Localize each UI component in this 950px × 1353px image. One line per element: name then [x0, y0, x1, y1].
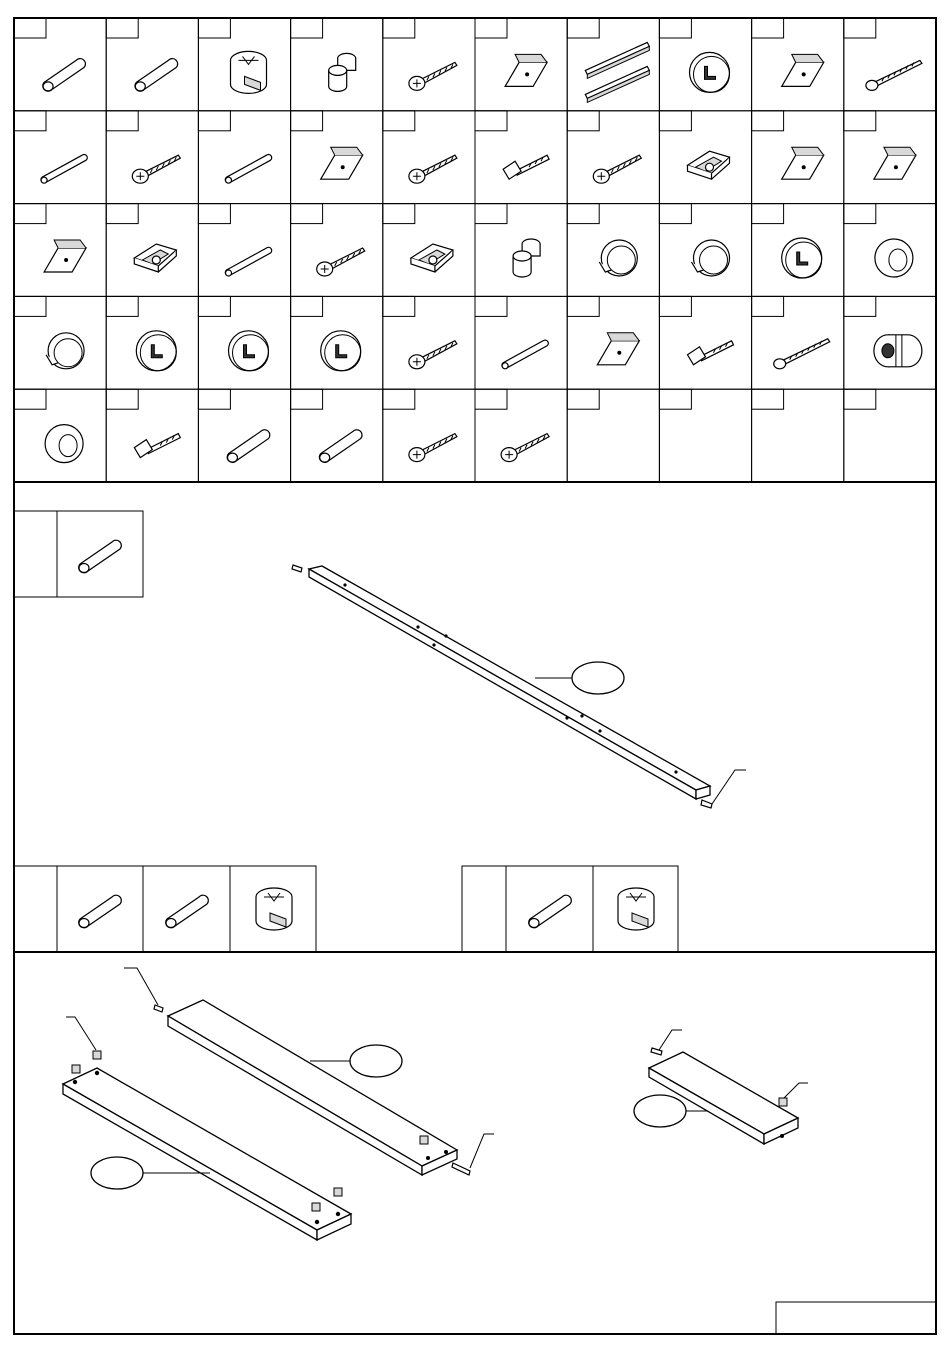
handle-icon — [225, 247, 271, 276]
long-screw-icon — [866, 60, 922, 90]
page-number-box — [776, 1302, 936, 1334]
cover-cap-icon — [782, 238, 822, 278]
hardware-cell — [106, 204, 198, 297]
part-number-tab — [106, 204, 138, 224]
part-number-tab — [383, 18, 415, 38]
part-number-tab — [475, 111, 507, 131]
cam-bolt-icon — [513, 239, 540, 277]
hardware-cell — [475, 111, 567, 204]
part-number-tab — [106, 296, 138, 316]
countersunk-screw-icon — [690, 52, 730, 92]
part-number-tab — [291, 111, 323, 131]
drawer-rail-icon — [585, 42, 649, 102]
part-number-tab — [659, 18, 691, 38]
screw-icon — [409, 341, 457, 369]
nail-icon — [225, 154, 271, 183]
part-leader-line — [712, 770, 746, 804]
dowel-pin — [701, 800, 712, 808]
part-number-tab — [106, 111, 138, 131]
cam-lock-icon — [231, 51, 267, 93]
part-number-tab — [291, 18, 323, 38]
hardware-cell — [475, 296, 567, 389]
part-number-tab — [198, 18, 230, 38]
hinge-plate-icon — [505, 54, 547, 86]
part-number-tab — [752, 389, 784, 409]
hardware-cell — [567, 389, 659, 482]
hardware-cell — [291, 18, 383, 111]
shelf-clip-icon — [688, 151, 730, 179]
part-number-tab — [198, 296, 230, 316]
part-number-tab — [106, 18, 138, 38]
hardware-parts-grid — [14, 18, 936, 482]
screw-icon — [593, 155, 641, 183]
screw-icon — [317, 248, 365, 276]
shelf-support-icon — [692, 240, 730, 276]
cover-cap-icon — [321, 331, 361, 371]
part-number-tab — [14, 111, 46, 131]
part-number-tab — [752, 18, 784, 38]
part-number-tab — [106, 389, 138, 409]
part-number-tab — [291, 389, 323, 409]
bracket-icon — [782, 147, 824, 179]
hardware-cell — [383, 296, 475, 389]
part-number-tab — [567, 111, 599, 131]
hardware-cell — [383, 111, 475, 204]
screw-icon — [409, 155, 457, 183]
hardware-cell — [475, 204, 567, 297]
bolt-nut-icon — [503, 155, 549, 179]
part-number-tab — [659, 204, 691, 224]
screw-icon — [132, 155, 180, 183]
hardware-cell — [475, 18, 567, 111]
hardware-cell — [567, 296, 659, 389]
hardware-cell — [14, 389, 106, 482]
hardware-cell — [659, 389, 751, 482]
part-number-bubble — [91, 1157, 143, 1189]
part-number-tab — [198, 389, 230, 409]
dowel-icon — [43, 59, 86, 92]
part-number-tab — [291, 296, 323, 316]
dowel-icon — [319, 430, 362, 463]
hardware-cell — [567, 111, 659, 204]
angle-bracket-icon — [874, 147, 916, 179]
part-number-tab — [752, 111, 784, 131]
corner-plate-icon — [321, 147, 363, 179]
hardware-cell — [659, 296, 751, 389]
hardware-cell — [198, 111, 290, 204]
dowel-icon — [529, 895, 572, 928]
part-number-tab — [567, 296, 599, 316]
long-screw-icon — [774, 339, 830, 369]
part-number-tab — [475, 204, 507, 224]
hardware-cell — [844, 389, 936, 482]
hardware-cell — [752, 111, 844, 204]
hardware-cell — [291, 204, 383, 297]
hardware-cell — [844, 296, 936, 389]
hardware-cell — [106, 296, 198, 389]
dowel-icon — [135, 59, 178, 92]
washer-knob-icon — [45, 425, 83, 463]
hardware-cell — [14, 18, 106, 111]
hardware-cell — [383, 18, 475, 111]
hardware-cell — [752, 204, 844, 297]
part-number-tab — [14, 389, 46, 409]
part-number-tab — [475, 296, 507, 316]
step-1 — [14, 482, 936, 808]
connector-bolt-icon — [41, 154, 87, 183]
rod-icon — [502, 340, 548, 369]
part-number-tab — [659, 389, 691, 409]
wall-plug-icon — [409, 62, 457, 90]
hardware-cell — [106, 111, 198, 204]
part-number-tab — [383, 204, 415, 224]
hardware-cell — [291, 389, 383, 482]
part-number-tab — [14, 204, 46, 224]
hardware-cell — [752, 18, 844, 111]
dowel-icon — [166, 895, 209, 928]
part-number-tab — [383, 389, 415, 409]
part-number-tab — [844, 389, 876, 409]
step-2 — [14, 866, 936, 1334]
hardware-cell — [567, 204, 659, 297]
screw-icon — [501, 434, 549, 462]
part-number-tab — [383, 111, 415, 131]
dowel-icon — [227, 430, 270, 463]
corner-bracket-icon — [597, 333, 639, 365]
hardware-cell — [475, 389, 567, 482]
hinge-icon — [411, 244, 453, 272]
part-number-tab — [659, 296, 691, 316]
part-number-tab — [844, 18, 876, 38]
cover-cap-icon — [136, 331, 176, 371]
screw-icon — [409, 434, 457, 462]
hardware-cell — [844, 111, 936, 204]
hardware-cell — [659, 204, 751, 297]
knob-icon — [46, 333, 84, 369]
long-rail-board — [292, 565, 712, 808]
dowel-icon — [79, 895, 122, 928]
hardware-cell — [198, 389, 290, 482]
hardware-cell — [198, 18, 290, 111]
dowel-pin — [292, 565, 302, 572]
knob-icon — [599, 240, 637, 276]
hardware-cell — [752, 389, 844, 482]
part-number-tab — [475, 18, 507, 38]
part-number-tab — [291, 204, 323, 224]
cam-lock-icon — [256, 888, 292, 930]
part-number-bubble — [350, 1045, 402, 1077]
part-number-tab — [198, 204, 230, 224]
hardware-cell — [14, 204, 106, 297]
cover-cap-icon — [229, 331, 269, 371]
washer-icon — [875, 239, 913, 277]
part-number-tab — [14, 296, 46, 316]
hardware-cell — [844, 204, 936, 297]
step-2-parts-box-right — [462, 866, 678, 952]
cam-lock-icon — [618, 888, 654, 930]
step-2-parts-box-left — [14, 866, 316, 952]
hinge-plate-icon — [782, 54, 824, 86]
part-number-tab — [475, 389, 507, 409]
bolt-icon — [134, 434, 180, 458]
hardware-cell — [291, 111, 383, 204]
part-number-tab — [844, 111, 876, 131]
part-number-tab — [567, 18, 599, 38]
hardware-cell — [659, 111, 751, 204]
hardware-cell — [752, 296, 844, 389]
hardware-cell — [844, 18, 936, 111]
hardware-cell — [567, 18, 659, 111]
part-number-tab — [383, 296, 415, 316]
part-number-tab — [844, 296, 876, 316]
hardware-cell — [14, 296, 106, 389]
dowel-icon — [79, 540, 122, 573]
hardware-cell — [106, 389, 198, 482]
hardware-cell — [14, 111, 106, 204]
part-number-bubble — [634, 1095, 686, 1127]
part-number-tab — [752, 204, 784, 224]
hardware-cell — [198, 296, 290, 389]
hardware-cell — [198, 204, 290, 297]
part-number-bubble — [572, 662, 624, 694]
flat-plate-icon — [44, 240, 86, 272]
hardware-cell — [106, 18, 198, 111]
cam-bolt-icon — [329, 53, 356, 91]
part-number-tab — [844, 204, 876, 224]
bolt-icon — [688, 341, 734, 365]
step-1-parts-box — [14, 511, 143, 597]
threaded-insert-icon — [874, 335, 922, 367]
hardware-cell — [383, 204, 475, 297]
hardware-cell — [291, 296, 383, 389]
part-number-tab — [198, 111, 230, 131]
part-number-tab — [567, 389, 599, 409]
part-number-tab — [567, 204, 599, 224]
hardware-cell — [383, 389, 475, 482]
part-number-tab — [14, 18, 46, 38]
hardware-cell — [659, 18, 751, 111]
part-number-tab — [752, 296, 784, 316]
part-number-tab — [659, 111, 691, 131]
hinge-icon — [134, 244, 176, 272]
